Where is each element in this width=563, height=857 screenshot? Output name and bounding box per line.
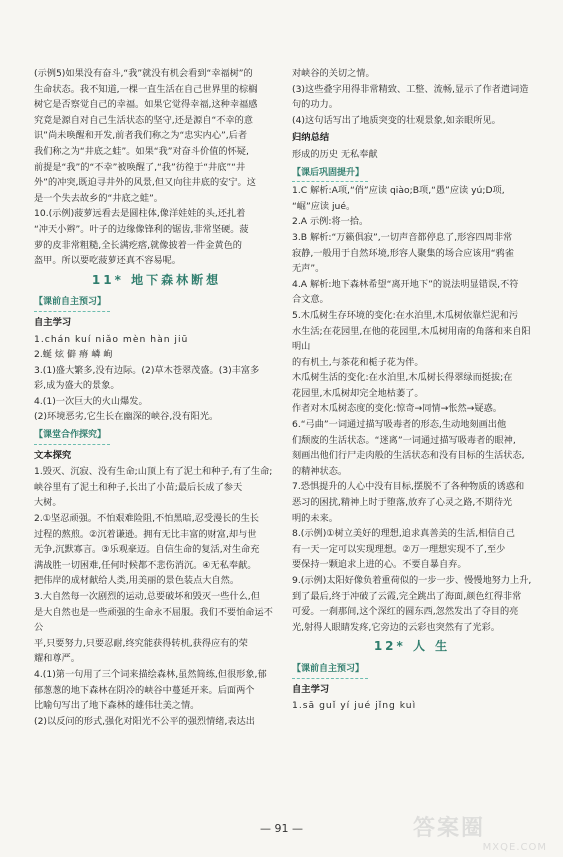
text-line: 把伟岸的成材献给人类,用美丽的景色装点大自然。 (34, 575, 240, 587)
text-line: 对峡谷的关切之情。 (292, 68, 375, 79)
subheading-text-explore: 文本探究 (34, 449, 72, 461)
subheading-self-study: 自主学习 (292, 683, 330, 695)
left-column (34, 66, 279, 729)
text-line: 4.A 解析:地下森林希望“离开地下”的说法明显错误,不符 (292, 278, 519, 290)
text-line: 2.A 示例:将一拾。 (292, 216, 369, 228)
section-header-preview: 【课前自主预习】 (292, 662, 368, 679)
pinyin-line: 1.chán kuí niǎo mèn hàn jiū (34, 333, 189, 345)
text-line: 可爱。一刹那间,这个深红的圆东西,忽然发出了夺目的亮 (292, 606, 519, 618)
text-line: (4)这句话写出了地质突变的壮观景象,如亲眼所见。 (292, 114, 501, 126)
subheading-summary: 归纳总结 (292, 132, 330, 144)
text-line: 寂静,一般用于自然环境,形容人聚集的场合应该用“鸦雀 (292, 247, 514, 259)
text-line: 5.木瓜树生存环境的变化:在水泊里,木瓜树依靠烂泥和污 (292, 309, 519, 321)
section-header-after-class: 【课后巩固提升】 (292, 166, 368, 183)
text-line: 我们称之为“井底之蛙”。如果“我”对奋斗价值的怀疑, (34, 145, 249, 157)
text-line: 8.(示例)①树立美好的理想,追求真善美的生活,相信自己 (292, 528, 515, 540)
text-line: 是大自然也是一些顽强的生命永不屈服。我们不要怕命运不公 (34, 606, 273, 634)
watermark-text: 答案圈 (413, 816, 486, 841)
text-line: 明的未来。 (292, 512, 338, 524)
answer-block-10 (34, 206, 279, 268)
text-line: 1.C 解析:A项,“俏”应读 qiào;B项,“愚”应读 yú;D项, (292, 185, 505, 197)
text-line: 识”尚未唤醒和开发,前者我们称之为“忠实内心”,后者 (34, 130, 248, 142)
text-line: 3.大自然每一次剧烈的运动,总要破坏和毁灭一些什么,但 (34, 591, 260, 602)
subheading-self-study: 自主学习 (34, 316, 72, 328)
text-line: 句的功力。 (292, 99, 338, 111)
text-line: 萝的皮非常粗糙,全长满疙瘩,就像披着一件金黄色的 (34, 239, 242, 251)
text-line: 的精神状态。 (292, 465, 348, 477)
text-line: 外”的冲突,既迫寻井外的风景,但又向往井底的安宁。这 (34, 177, 256, 189)
text-line: (2)环境恶劣,它生长在幽深的峡谷,没有阳光。 (34, 411, 219, 423)
text-line: 花园里,木瓜树却完全地枯萎了。 (292, 387, 424, 399)
text-line: 3.(1)盛大繁多,没有边际。(2)草木苍翠茂盛。(3)丰富多 (34, 364, 260, 376)
text-line: 盔甲。所以要吃菠萝还真不容易呢。 (34, 255, 181, 267)
text-line: 无声”。 (292, 263, 325, 275)
text-line: 的有机土,与茶花和栀子花为伴。 (292, 356, 424, 368)
text-line: 光,射得人眼睛发疼,它旁边的云彩也突然有了光彩。 (292, 621, 500, 633)
text-line: 是一个失去故乡的“井底之蛙”。 (34, 192, 163, 204)
text-line: 有一天一定可以实现理想。②万一理想实现不了,至少 (292, 543, 506, 555)
pinyin-line: 1.sā guǐ yí jué jǐng kuì (292, 700, 417, 712)
text-line: (2)以反问的形式,强化对阳光不公平的强烈情绪,表达出 (34, 715, 255, 727)
text-line: 树它是否察觉自己的幸福。如果它觉得幸福,这种幸福感 (34, 99, 258, 111)
text-line: 郁葱葱的地下森林在阴冷的峡谷中蔓延开来。后面两个 (34, 684, 255, 696)
text-line: 2.①坚忍顽强。不怕艰难险阻,不怕黑暗,忍受漫长的生长 (34, 513, 259, 525)
text-line: 要保持一颗追求上进的心。不要自暴自弃。 (292, 559, 467, 571)
text-line: 3.B 解析:“万籁俱寂”,一切声音都停息了,形容四周非常 (292, 231, 513, 243)
answer-block-5 (34, 66, 279, 206)
text-line: 作者对木瓜树态度的变化:惊奇→同情→怅然→疑惑。 (292, 403, 502, 415)
section-header-class: 【课堂合作探究】 (34, 428, 110, 445)
text-line: “冲天小辫”。叶子的边缘像锋利的锯齿,非常坚硬。菠 (34, 223, 249, 235)
text-line: 木瓜树生活的变化:在水泊里,木瓜树长得翠绿而挺拔;在 (292, 372, 513, 384)
text-line: 大树。 (34, 497, 62, 509)
text-line: 刻画出他们行尸走肉般的生活状态和没有目标的生活状态, (292, 450, 525, 462)
text-line: “崛”应读 jué。 (292, 200, 356, 212)
text-line: 9.(示例)太阳好像负着重荷似的一步一步、慢慢地努力上升, (292, 575, 532, 586)
text-line: (示例5)如果没有奋斗,“我”就没有机会看到“幸福树”的 (34, 68, 253, 79)
text-line: 1.毁灭、沉寂、没有生命;山顶上有了泥土和种子,有了生命; (34, 466, 273, 478)
text-line: 水生活;在花园里,在他的花园里,木瓜树用南的角落和来自阳明山 (292, 325, 531, 353)
section-header-preview: 【课前自主预习】 (34, 295, 110, 312)
text-line: 恶习的困扰,精神上时于堕落,放弃了心灵之路,不期待光 (292, 497, 513, 509)
text-line: 前提是“我”的“不幸”被唤醒了,“我”彷徨于“井底”“井 (34, 161, 246, 173)
right-column (292, 66, 532, 714)
watermark-logo (413, 811, 553, 853)
text-line: 过程的熬煎。②沉着谦逊。拥有无比丰富的财富,却与世 (34, 528, 257, 540)
text-line: 生命状态。我不知道,一棵一直生活在自己世界里的棕榈 (34, 83, 258, 95)
text-line: 2.蜒 炫 僻 瘠 嶙 峋 (34, 349, 113, 361)
text-line: 到了最后,终于冲破了云霞,完全跳出了海面,颜色红得非常 (292, 590, 522, 602)
summary-line: 形成的历史 无私奉献 (292, 148, 378, 160)
text-line: 无争,沉默寡言。③乐观豪迈。自信生命的复活,对生命充 (34, 544, 260, 556)
text-line: 比喻句写出了地下森林的雄伟壮美之情。 (34, 700, 200, 712)
text-line: 耀和尊严。 (34, 653, 80, 665)
text-line: 合文意。 (292, 294, 329, 306)
watermark-url: MXQE.COM (482, 842, 547, 853)
text-line: 峡谷里有了泥土和种子,长出了小苗;最后长成了参天 (34, 481, 243, 493)
text-line: 10.(示例)菠萝远看去是圆柱体,像洋娃娃的头,还扎着 (34, 208, 246, 220)
text-line: 满战胜一切困难,任何时候都不悲伤消沉。④无私奉献。 (34, 559, 257, 571)
text-line: 平,只要努力,只要忍耐,终究能获得转机,获得应有的荣 (34, 637, 248, 649)
text-line: (3)这些叠字用得非常精致、工整、流畅,显示了作者遣词造 (292, 83, 529, 95)
lesson-title-11: 11* 地下森林断想 (91, 272, 222, 287)
page-number: — 91 — (260, 822, 303, 835)
lesson-title-12: 12* 人 生 (373, 639, 451, 654)
text-line: 究竟是源自对自己生活状态的坚守,还是源自“不幸的意 (34, 114, 253, 126)
text-line: 们颓废的生活状态。“迷离”一词通过描写吸毒者的眼神, (292, 434, 516, 446)
text-line: 彩,成为盛大的景象。 (34, 380, 120, 392)
text-line: 7.恐惧提升的人心中没有目标,摆脱不了各种物质的诱惑和 (292, 481, 525, 493)
text-line: 6.“弓曲”一词通过描写吸毒者的形态,生动地刻画出他 (292, 419, 507, 431)
text-line: 4.(1)第一句用了三个词来描绘森林,虽然简练,但很形象,郁 (34, 668, 267, 680)
text-line: 4.(1)一次巨大的火山爆发。 (34, 395, 148, 407)
